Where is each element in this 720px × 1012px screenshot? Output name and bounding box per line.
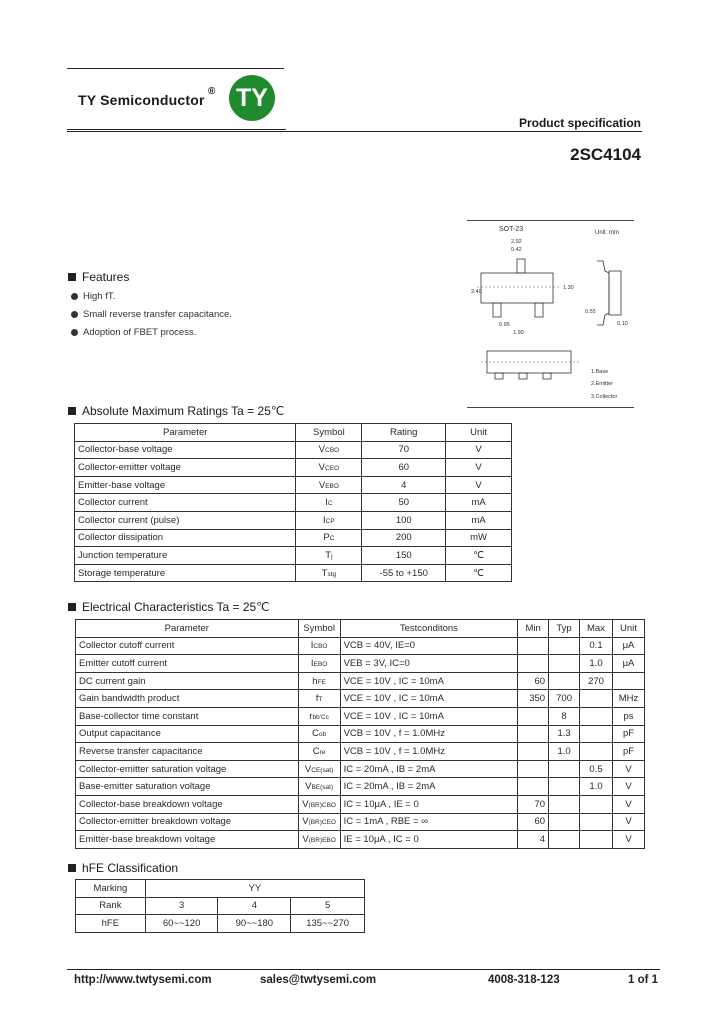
- symbol-main: I: [310, 657, 314, 669]
- symbol-main: f: [315, 693, 319, 705]
- parameter-cell: Collector current (pulse): [75, 511, 296, 529]
- column-header: Min: [518, 620, 549, 638]
- unit-cell: V: [612, 813, 644, 831]
- rank-cell: 4: [218, 897, 291, 915]
- table-row: [76, 743, 645, 761]
- parameter-cell: Collector cutoff current: [76, 637, 299, 655]
- symbol-subscript: stg: [327, 570, 337, 578]
- column-header: Testconditons: [340, 620, 518, 638]
- condition-cell: VCE = 10V , IC = 10mA: [340, 672, 518, 690]
- symbol-cell: [296, 564, 362, 582]
- table-row: [76, 831, 645, 849]
- symbol-subscript: (BR)CBO: [308, 801, 336, 809]
- max-cell: 0.5: [580, 760, 613, 778]
- table-row: [76, 760, 645, 778]
- condition-cell: IC = 20mA , IB = 2mA: [340, 778, 518, 796]
- symbol-main: V: [302, 816, 309, 828]
- table-row: [75, 476, 512, 494]
- symbol-main: V: [305, 781, 312, 793]
- pin-2: [535, 303, 543, 317]
- header-bottom-rule-left: [67, 129, 286, 130]
- symbol-subscript: bb'Cc: [312, 713, 329, 721]
- table-row: [76, 655, 645, 673]
- table-row: [76, 690, 645, 708]
- parameter-cell: Emitter cutoff current: [76, 655, 299, 673]
- min-cell: 60: [518, 813, 549, 831]
- parameter-cell: Emitter-base voltage: [75, 476, 296, 494]
- parameter-cell: Reverse transfer capacitance: [76, 743, 299, 761]
- typ-cell: [549, 778, 580, 796]
- rating-cell: 60: [362, 459, 446, 477]
- unit-cell: V: [446, 441, 512, 459]
- column-header: Unit: [446, 424, 512, 442]
- unit-cell: pF: [612, 743, 644, 761]
- parameter-cell: Collector-base voltage: [75, 441, 296, 459]
- symbol-subscript: FE: [317, 678, 326, 686]
- parameter-cell: Collector-base breakdown voltage: [76, 795, 299, 813]
- column-header: Symbol: [298, 620, 340, 638]
- rating-cell: 150: [362, 547, 446, 565]
- abs-max-table: [74, 423, 512, 582]
- symbol-cell: [298, 690, 340, 708]
- max-cell: [580, 725, 613, 743]
- max-cell: 270: [580, 672, 613, 690]
- typ-cell: [549, 760, 580, 778]
- symbol-cell: [298, 707, 340, 725]
- footer-page: 1 of 1: [628, 974, 659, 986]
- symbol-subscript: CEO: [325, 464, 340, 472]
- symbol-cell: [298, 831, 340, 849]
- svg-text:2.40: 2.40: [471, 289, 482, 295]
- symbol-subscript: re: [319, 748, 326, 756]
- column-header: Parameter: [76, 620, 299, 638]
- condition-cell: IC = 10μA , IE = 0: [340, 795, 518, 813]
- symbol-main: T: [321, 567, 328, 579]
- min-cell: 70: [518, 795, 549, 813]
- parameter-cell: Collector dissipation: [75, 529, 296, 547]
- symbol-subscript: j: [331, 552, 333, 560]
- package-label: SOT-23: [499, 226, 524, 233]
- symbol-main: C: [312, 728, 319, 740]
- table-row: [75, 564, 512, 582]
- column-header: Parameter: [75, 424, 296, 442]
- symbol-cell: [298, 672, 340, 690]
- pin-label-3: 3.Collector: [591, 394, 618, 400]
- brand-name: TY Semiconductor: [78, 92, 205, 108]
- feature-item: High fT.: [71, 291, 115, 302]
- hfe-table: [75, 879, 365, 933]
- table-row: [76, 795, 645, 813]
- symbol-subscript: CP: [325, 517, 335, 525]
- table-row: [75, 529, 512, 547]
- package-diagram: [467, 220, 634, 408]
- header-top-rule: [67, 68, 284, 69]
- typ-cell: 700: [549, 690, 580, 708]
- svg-text:0.10: 0.10: [617, 321, 628, 327]
- condition-cell: VCB = 10V , f = 1.0MHz: [340, 725, 518, 743]
- table-row: [75, 494, 512, 512]
- table-row: [75, 459, 512, 477]
- unit-cell: V: [612, 760, 644, 778]
- unit-cell: mA: [446, 494, 512, 512]
- symbol-subscript: C: [327, 500, 333, 508]
- table-row: [76, 707, 645, 725]
- symbol-cell: [298, 760, 340, 778]
- feature-item: Adoption of FBET process.: [71, 327, 196, 338]
- symbol-cell: [296, 476, 362, 494]
- unit-cell: mA: [446, 511, 512, 529]
- symbol-cell: [298, 813, 340, 831]
- typ-cell: 1.0: [549, 743, 580, 761]
- header-bottom-rule: [67, 131, 642, 132]
- condition-cell: VCE = 10V , IC = 10mA: [340, 690, 518, 708]
- unit-cell: V: [612, 831, 644, 849]
- typ-cell: 1.3: [549, 725, 580, 743]
- column-header: Max: [580, 620, 613, 638]
- unit-cell: μA: [612, 637, 644, 655]
- unit-cell: ℃: [446, 564, 512, 582]
- min-cell: 350: [518, 690, 549, 708]
- condition-cell: VCB = 40V, IE=0: [340, 637, 518, 655]
- unit-cell: ps: [612, 707, 644, 725]
- bullet-icon: [71, 311, 78, 318]
- company-logo: TY: [229, 75, 275, 121]
- max-cell: [580, 707, 613, 725]
- column-header: Rating: [362, 424, 446, 442]
- footer-email[interactable]: sales@twtysemi.com: [260, 974, 377, 986]
- pin-1: [493, 303, 501, 317]
- min-cell: [518, 707, 549, 725]
- max-cell: 1.0: [580, 778, 613, 796]
- header-row: [76, 620, 645, 638]
- condition-cell: VCB = 10V , f = 1.0MHz: [340, 743, 518, 761]
- symbol-main: I: [310, 640, 314, 652]
- max-cell: [580, 795, 613, 813]
- min-cell: [518, 637, 549, 655]
- symbol-subscript: (BR)CEO: [308, 819, 336, 827]
- min-cell: [518, 760, 549, 778]
- rank-cell: 5: [291, 897, 365, 915]
- max-cell: 0.1: [580, 637, 613, 655]
- symbol-main: h: [312, 675, 318, 687]
- table-row: [75, 547, 512, 565]
- svg-text:0.55: 0.55: [585, 309, 596, 315]
- footer-website[interactable]: http://www.twtysemi.com: [74, 974, 212, 986]
- pin-label-2: 2.Emitter: [591, 381, 614, 387]
- rating-cell: 100: [362, 511, 446, 529]
- table-row: [76, 778, 645, 796]
- features-heading: Features: [68, 270, 129, 284]
- abs-max-heading: Absolute Maximum Ratings Ta = 25℃: [68, 404, 284, 418]
- table-row: [76, 672, 645, 690]
- symbol-subscript: C: [329, 535, 335, 543]
- hfe-range-cell: 90~~180: [218, 915, 291, 933]
- typ-cell: [549, 672, 580, 690]
- bullet-icon: [71, 329, 78, 336]
- condition-cell: IE = 10μA , IC = 0: [340, 831, 518, 849]
- parameter-cell: DC current gain: [76, 672, 299, 690]
- symbol-cell: [298, 743, 340, 761]
- hfe-label: hFE: [76, 915, 146, 933]
- symbol-main: C: [312, 745, 320, 757]
- part-number: 2SC4104: [570, 145, 641, 164]
- symbol-subscript: CE(sat): [311, 766, 334, 774]
- hfe-range-cell: 135~~270: [291, 915, 365, 933]
- symbol-main: V: [302, 798, 309, 810]
- parameter-cell: Output capacitance: [76, 725, 299, 743]
- parameter-cell: Base-collector time constant: [76, 707, 299, 725]
- unit-cell: V: [612, 795, 644, 813]
- parameter-cell: Collector current: [75, 494, 296, 512]
- symbol-main: P: [323, 532, 330, 544]
- symbol-cell: [296, 441, 362, 459]
- condition-cell: VEB = 3V, IC=0: [340, 655, 518, 673]
- symbol-subscript: (BR)EBO: [308, 836, 336, 844]
- square-bullet-icon: [68, 603, 76, 611]
- pin-label-1: 1.Base: [591, 369, 609, 375]
- rank-label: Rank: [76, 897, 146, 915]
- symbol-main: V: [318, 461, 325, 473]
- parameter-cell: Collector-emitter voltage: [75, 459, 296, 477]
- symbol-cell: [298, 655, 340, 673]
- elec-table: [75, 619, 645, 849]
- elec-heading: Electrical Characteristics Ta = 25℃: [68, 600, 270, 614]
- column-header: Unit: [612, 620, 644, 638]
- min-cell: 4: [518, 831, 549, 849]
- parameter-cell: Storage temperature: [75, 564, 296, 582]
- condition-cell: IC = 1mA , RBE = ∞: [340, 813, 518, 831]
- rating-cell: 200: [362, 529, 446, 547]
- table-row: [75, 441, 512, 459]
- marking-label: Marking: [76, 880, 146, 898]
- symbol-main: r: [309, 710, 313, 722]
- symbol-cell: [296, 494, 362, 512]
- symbol-subscript: EBO: [313, 660, 328, 668]
- symbol-main: T: [325, 549, 332, 561]
- parameter-cell: Collector-emitter saturation voltage: [76, 760, 299, 778]
- symbol-subscript: EBO: [325, 482, 339, 490]
- symbol-cell: [298, 725, 340, 743]
- rating-cell: -55 to +150: [362, 564, 446, 582]
- condition-cell: IC = 20mA , IB = 2mA: [340, 760, 518, 778]
- marking-value: YY: [145, 880, 364, 898]
- column-header: Symbol: [296, 424, 362, 442]
- symbol-main: I: [325, 497, 328, 509]
- parameter-cell: Emitter-base breakdown voltage: [76, 831, 299, 849]
- unit-cell: [612, 672, 644, 690]
- package-body-top: [481, 273, 553, 303]
- sot23-drawing: [467, 221, 634, 407]
- bullet-icon: [71, 293, 78, 300]
- min-cell: [518, 778, 549, 796]
- max-cell: [580, 831, 613, 849]
- column-header: Typ: [549, 620, 580, 638]
- parameter-cell: Collector-emitter breakdown voltage: [76, 813, 299, 831]
- square-bullet-icon: [68, 407, 76, 415]
- max-cell: 1.0: [580, 655, 613, 673]
- svg-text:1.90: 1.90: [513, 330, 524, 336]
- condition-cell: VCE = 10V , IC = 10mA: [340, 707, 518, 725]
- header-row: [75, 424, 512, 442]
- svg-text:1.30: 1.30: [563, 285, 574, 291]
- unit-cell: V: [446, 476, 512, 494]
- svg-text:2.92: 2.92: [511, 239, 522, 245]
- typ-cell: 8: [549, 707, 580, 725]
- square-bullet-icon: [68, 273, 76, 281]
- typ-cell: [549, 795, 580, 813]
- unit-cell: MHz: [612, 690, 644, 708]
- parameter-cell: Base-emitter saturation voltage: [76, 778, 299, 796]
- rank-cell: 3: [145, 897, 218, 915]
- symbol-subscript: BE(sat): [311, 784, 334, 792]
- symbol-subscript: T: [318, 696, 323, 704]
- typ-cell: [549, 831, 580, 849]
- unit-cell: μA: [612, 655, 644, 673]
- hfe-heading: hFE Classification: [68, 861, 178, 875]
- typ-cell: [549, 813, 580, 831]
- max-cell: [580, 743, 613, 761]
- symbol-cell: [296, 547, 362, 565]
- svg-text:0.95: 0.95: [499, 322, 510, 328]
- side-profile: [597, 261, 609, 325]
- min-cell: [518, 743, 549, 761]
- unit-cell: V: [612, 778, 644, 796]
- symbol-subscript: CBO: [313, 643, 328, 651]
- table-row: [75, 511, 512, 529]
- typ-cell: [549, 655, 580, 673]
- doc-type: Product specification: [518, 116, 641, 130]
- square-bullet-icon: [68, 864, 76, 872]
- footer-phone: 4008-318-123: [488, 974, 560, 986]
- rating-cell: 70: [362, 441, 446, 459]
- symbol-cell: [298, 795, 340, 813]
- symbol-main: V: [302, 833, 309, 845]
- unit-label: Unit: mm: [595, 230, 619, 236]
- rating-cell: 50: [362, 494, 446, 512]
- table-row: [76, 725, 645, 743]
- symbol-main: V: [304, 763, 312, 775]
- table-row: [76, 637, 645, 655]
- svg-text:0.42: 0.42: [511, 247, 522, 253]
- symbol-subscript: ob: [318, 731, 327, 739]
- pin-3: [517, 259, 525, 273]
- symbol-main: I: [323, 514, 326, 526]
- unit-cell: V: [446, 459, 512, 477]
- parameter-cell: Gain bandwidth product: [76, 690, 299, 708]
- hfe-range-cell: 60~~120: [145, 915, 218, 933]
- min-cell: [518, 725, 549, 743]
- symbol-cell: [298, 637, 340, 655]
- unit-cell: ℃: [446, 547, 512, 565]
- footer-rule: [67, 969, 660, 970]
- feature-item: Small reverse transfer capacitance.: [71, 309, 232, 320]
- symbol-cell: [296, 511, 362, 529]
- symbol-cell: [298, 778, 340, 796]
- max-cell: [580, 690, 613, 708]
- unit-cell: pF: [612, 725, 644, 743]
- parameter-cell: Junction temperature: [75, 547, 296, 565]
- min-cell: [518, 655, 549, 673]
- symbol-main: V: [318, 479, 326, 491]
- symbol-cell: [296, 459, 362, 477]
- min-cell: 60: [518, 672, 549, 690]
- unit-cell: mW: [446, 529, 512, 547]
- registered-mark: ®: [208, 86, 216, 97]
- symbol-subscript: CBO: [325, 447, 340, 455]
- symbol-main: V: [318, 444, 325, 456]
- rating-cell: 4: [362, 476, 446, 494]
- max-cell: [580, 813, 613, 831]
- typ-cell: [549, 637, 580, 655]
- symbol-cell: [296, 529, 362, 547]
- table-row: [76, 813, 645, 831]
